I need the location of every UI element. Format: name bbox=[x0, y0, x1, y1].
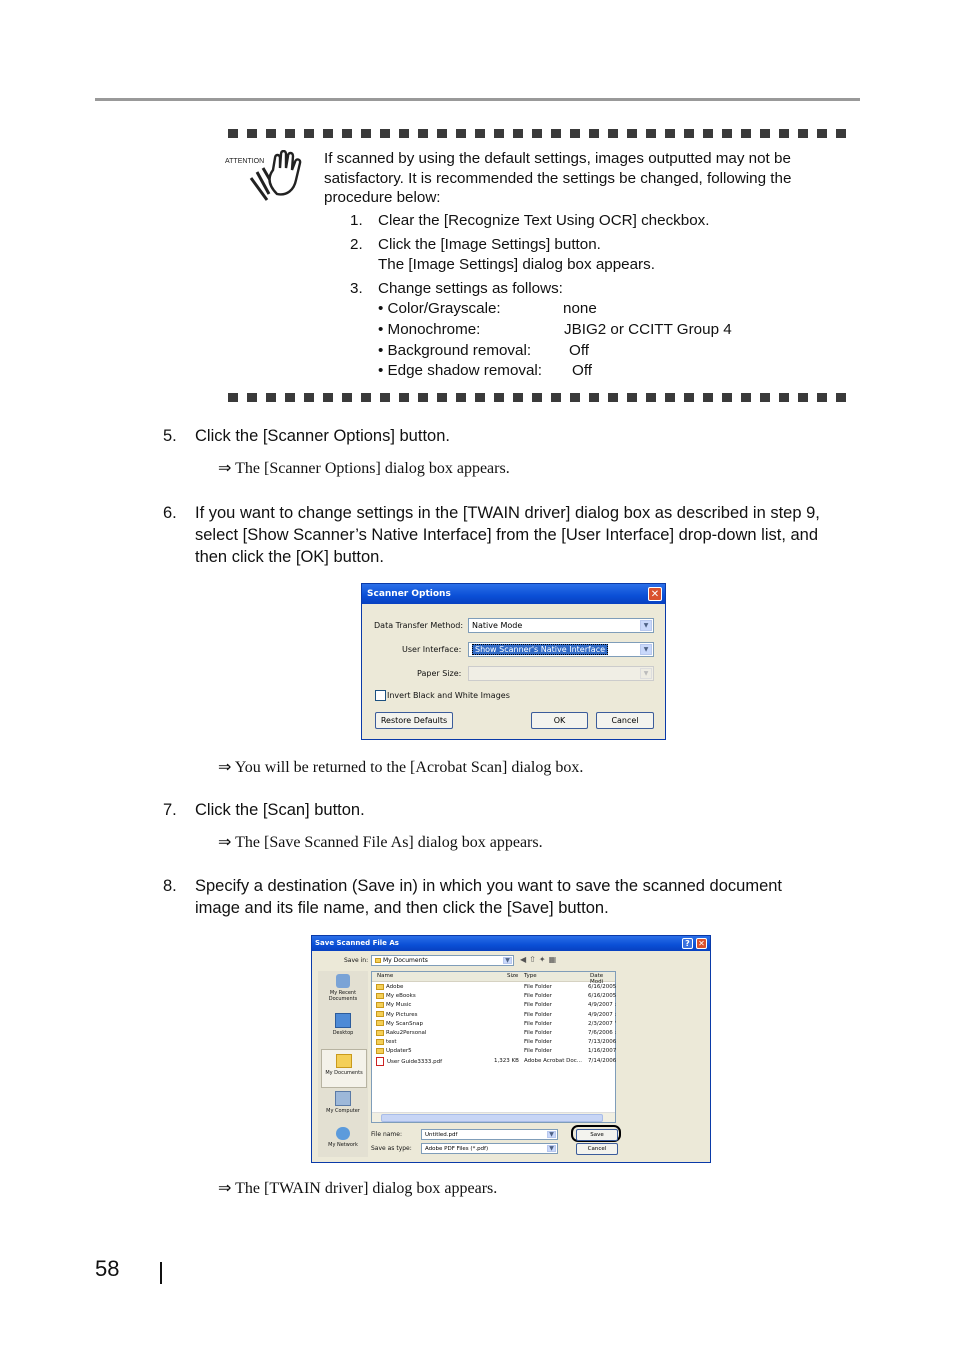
hand-icon bbox=[247, 150, 303, 202]
folder-icon bbox=[376, 984, 384, 990]
border-dash bbox=[228, 129, 238, 138]
scrollbar-thumb[interactable] bbox=[381, 1114, 603, 1122]
place-desktop-label: Desktop bbox=[332, 1030, 354, 1036]
file-row-type: File Folder bbox=[524, 993, 552, 1000]
border-dash bbox=[380, 393, 390, 402]
file-name-input[interactable] bbox=[421, 1129, 558, 1140]
border-dash bbox=[608, 393, 618, 402]
attention-step-2-text: Click the [Image Settings] button. bbox=[378, 236, 601, 253]
step-8-line-2: image and its file name, and then click the [Save] button. bbox=[195, 899, 609, 917]
save-in-value: My Documents bbox=[383, 957, 428, 964]
step-8-result: ⇒ The [TWAIN driver] dialog box appears. bbox=[218, 1180, 498, 1197]
border-dash bbox=[456, 129, 466, 138]
file-row-name[interactable]: Adobe bbox=[376, 983, 403, 992]
restore-defaults-button[interactable]: Restore Defaults bbox=[375, 712, 453, 729]
data-transfer-select[interactable] bbox=[468, 618, 654, 633]
border-dash bbox=[323, 393, 333, 402]
step-5-text: Click the [Scanner Options] button. bbox=[195, 427, 450, 445]
border-dash bbox=[475, 129, 485, 138]
save-type-label: Save as type: bbox=[371, 1145, 412, 1152]
place-my-computer-label: My Computer bbox=[326, 1108, 360, 1114]
file-row-type: File Folder bbox=[524, 1048, 552, 1055]
toolbar-icons bbox=[520, 955, 580, 966]
views-icon[interactable]: ▦ bbox=[548, 955, 560, 964]
file-row-date: 4/9/2007 : bbox=[588, 1011, 617, 1018]
border-dash bbox=[684, 129, 694, 138]
close-icon[interactable]: ✕ bbox=[648, 587, 662, 601]
file-row-date: 1/16/2007 bbox=[588, 1048, 617, 1055]
chevron-down-icon: ▼ bbox=[547, 1145, 556, 1152]
border-dash bbox=[722, 129, 732, 138]
paper-size-label: Paper Size: bbox=[417, 669, 462, 678]
border-dash bbox=[266, 393, 276, 402]
step-5-result: ⇒ The [Scanner Options] dialog box appears. bbox=[218, 460, 510, 477]
border-dash bbox=[551, 129, 561, 138]
border-dash bbox=[684, 393, 694, 402]
chevron-down-icon: ▼ bbox=[640, 620, 652, 631]
folder-icon bbox=[376, 1048, 384, 1054]
file-row-date: 7/14/2006 bbox=[588, 1057, 617, 1064]
border-dash bbox=[399, 393, 409, 402]
border-dash bbox=[741, 393, 751, 402]
border-dash bbox=[703, 393, 713, 402]
setting-label: • Color/Grayscale: bbox=[378, 300, 501, 317]
border-dash bbox=[399, 129, 409, 138]
attention-step-2-sub: The [Image Settings] dialog box appears. bbox=[378, 256, 655, 273]
border-dash bbox=[836, 129, 846, 138]
place-desktop[interactable] bbox=[318, 1013, 368, 1036]
step-6-line-3: then click the [OK] button. bbox=[195, 548, 384, 566]
file-row-name[interactable]: My eBooks bbox=[376, 992, 416, 1001]
border-dash bbox=[247, 129, 257, 138]
horizontal-scrollbar[interactable] bbox=[372, 1112, 615, 1122]
file-name-label: File name: bbox=[371, 1131, 402, 1138]
setting-value: JBIG2 or CCITT Group 4 bbox=[564, 321, 732, 338]
file-row-date: 4/9/2007 : bbox=[588, 1002, 617, 1009]
border-dash bbox=[418, 129, 428, 138]
chevron-down-icon: ▼ bbox=[503, 957, 512, 964]
attention-bottom-border bbox=[228, 393, 850, 402]
places-bar bbox=[318, 971, 368, 1157]
scanner-options-titlebar bbox=[362, 584, 665, 604]
file-row-type: File Folder bbox=[524, 1011, 552, 1018]
my-network-icon bbox=[336, 1127, 350, 1140]
back-icon[interactable]: ◀ bbox=[520, 955, 530, 964]
folder-icon bbox=[376, 1030, 384, 1036]
place-my-network-label: My Network bbox=[328, 1142, 358, 1148]
chevron-down-icon: ▼ bbox=[547, 1131, 556, 1138]
border-dash bbox=[437, 129, 447, 138]
attention-icon bbox=[225, 150, 305, 205]
border-dash bbox=[817, 393, 827, 402]
attention-step-3-num: 3. bbox=[350, 280, 363, 297]
border-dash bbox=[437, 393, 447, 402]
border-dash bbox=[285, 129, 295, 138]
border-dash bbox=[665, 129, 675, 138]
file-row-name[interactable]: My Music bbox=[376, 1001, 411, 1010]
save-in-select[interactable] bbox=[371, 955, 514, 966]
border-dash bbox=[456, 393, 466, 402]
file-row-date: 2/3/2007 ' bbox=[588, 1020, 616, 1027]
file-row-size: 1,323 KB bbox=[494, 1057, 519, 1064]
file-row-name[interactable]: test bbox=[376, 1038, 397, 1047]
chevron-down-icon: ▼ bbox=[640, 668, 652, 679]
border-dash bbox=[589, 393, 599, 402]
save-dialog bbox=[311, 935, 711, 1163]
border-dash bbox=[570, 129, 580, 138]
border-dash bbox=[836, 393, 846, 402]
user-interface-select[interactable] bbox=[468, 642, 654, 657]
step-7-text: Click the [Scan] button. bbox=[195, 801, 365, 819]
file-row-date: 7/13/2006 bbox=[588, 1039, 617, 1046]
border-dash bbox=[247, 393, 257, 402]
cancel-button[interactable]: Cancel bbox=[576, 1143, 618, 1155]
step-7-number: 7. bbox=[163, 801, 177, 819]
border-dash bbox=[703, 129, 713, 138]
save-dialog-titlebar bbox=[312, 936, 710, 951]
border-dash bbox=[722, 393, 732, 402]
save-in-label: Save in: bbox=[344, 957, 369, 964]
place-my-network[interactable] bbox=[318, 1127, 368, 1148]
new-folder-icon[interactable]: ✦ bbox=[538, 955, 549, 964]
file-name-value: Untitled.pdf bbox=[425, 1131, 458, 1138]
file-row-type: File Folder bbox=[524, 1030, 552, 1036]
save-button[interactable]: Save bbox=[576, 1129, 618, 1141]
column-name[interactable]: Name bbox=[377, 973, 394, 979]
border-dash bbox=[779, 393, 789, 402]
data-transfer-value: Native Mode bbox=[472, 621, 523, 630]
border-dash bbox=[551, 393, 561, 402]
attention-icon-label: ATTENTION bbox=[225, 158, 265, 165]
file-row-date: 7/6/2006 : bbox=[588, 1030, 617, 1036]
step-5-number: 5. bbox=[163, 427, 177, 445]
save-type-value: Adobe PDF Files (*.pdf) bbox=[425, 1145, 489, 1152]
file-row-type: File Folder bbox=[524, 1039, 552, 1046]
border-dash bbox=[646, 129, 656, 138]
border-dash bbox=[760, 129, 770, 138]
step-6-line-2: select [Show Scanner’s Native Interface] from the [User Interface] drop-down list, and bbox=[195, 526, 819, 544]
ok-button[interactable]: OK bbox=[531, 712, 588, 729]
border-dash bbox=[342, 129, 352, 138]
file-row-type: Adobe Acrobat Doc... bbox=[524, 1057, 582, 1064]
folder-icon bbox=[376, 993, 384, 999]
step-6-result: ⇒ You will be returned to the [Acrobat Scan] dialog box. bbox=[218, 759, 584, 776]
close-icon[interactable]: ✕ bbox=[696, 938, 707, 949]
setting-label: • Edge shadow removal: bbox=[378, 362, 543, 379]
help-icon[interactable]: ? bbox=[682, 938, 693, 949]
file-row-name[interactable]: My Pictures bbox=[376, 1011, 418, 1020]
invert-checkbox[interactable] bbox=[375, 690, 386, 701]
setting-label: • Background removal: bbox=[378, 342, 532, 359]
border-dash bbox=[475, 393, 485, 402]
file-list bbox=[371, 971, 616, 1123]
border-dash bbox=[361, 393, 371, 402]
folder-icon bbox=[376, 1002, 384, 1008]
border-dash bbox=[304, 393, 314, 402]
folder-icon bbox=[376, 1039, 384, 1045]
save-dialog-title: Save Scanned File As bbox=[315, 939, 399, 947]
border-dash bbox=[798, 129, 808, 138]
border-dash bbox=[494, 393, 504, 402]
save-type-select[interactable] bbox=[421, 1143, 558, 1154]
place-recent-label: My Recent Documents bbox=[328, 990, 358, 1002]
border-dash bbox=[285, 393, 295, 402]
header-rule bbox=[95, 98, 860, 101]
file-row-name[interactable]: Updater5 bbox=[376, 1047, 412, 1056]
setting-label: • Monochrome: bbox=[378, 321, 481, 338]
border-dash bbox=[513, 393, 523, 402]
file-row-name[interactable]: My ScanSnap bbox=[376, 1020, 423, 1029]
page-number: 58 bbox=[95, 1256, 120, 1281]
attention-step-1-text: Clear the [Recognize Text Using OCR] checkbox. bbox=[378, 212, 710, 229]
column-size[interactable]: Size bbox=[507, 973, 519, 979]
user-interface-label: User Interface: bbox=[402, 645, 462, 654]
place-my-documents[interactable] bbox=[321, 1049, 367, 1088]
border-dash bbox=[646, 393, 656, 402]
folder-icon bbox=[376, 1020, 384, 1026]
pdf-icon bbox=[376, 1057, 384, 1066]
file-row-type: File Folder bbox=[524, 984, 552, 990]
border-dash bbox=[570, 393, 580, 402]
place-recent[interactable] bbox=[318, 974, 368, 1002]
border-dash bbox=[342, 393, 352, 402]
step-6-line-1: If you want to change settings in the [TWAIN driver] dialog box as described in step 9, bbox=[195, 504, 820, 522]
setting-value: Off bbox=[572, 362, 592, 379]
border-dash bbox=[532, 129, 542, 138]
border-dash bbox=[817, 129, 827, 138]
attention-step-1-num: 1. bbox=[350, 212, 363, 229]
cancel-button[interactable]: Cancel bbox=[596, 712, 654, 729]
border-dash bbox=[798, 393, 808, 402]
border-dash bbox=[627, 393, 637, 402]
column-date[interactable]: Date Modi bbox=[590, 973, 604, 985]
invert-label: Invert Black and White Images bbox=[387, 691, 510, 700]
setting-value: Off bbox=[569, 342, 589, 359]
folder-icon bbox=[375, 958, 381, 963]
border-dash bbox=[513, 129, 523, 138]
file-row-name[interactable]: User Guide3333.pdf bbox=[376, 1057, 442, 1067]
attention-step-2-num: 2. bbox=[350, 236, 363, 253]
step-7-result: ⇒ The [Save Scanned File As] dialog box appears. bbox=[218, 834, 543, 851]
folder-icon bbox=[376, 1011, 384, 1017]
border-dash bbox=[304, 129, 314, 138]
file-row-type: File Folder bbox=[524, 1020, 552, 1027]
border-dash bbox=[494, 129, 504, 138]
border-dash bbox=[627, 129, 637, 138]
border-dash bbox=[665, 393, 675, 402]
file-row-date: 6/16/2005 bbox=[588, 984, 617, 990]
step-8-number: 8. bbox=[163, 877, 177, 895]
recent-documents-icon bbox=[336, 974, 350, 988]
setting-value: none bbox=[563, 300, 597, 317]
up-folder-icon[interactable]: ⇧ bbox=[529, 955, 539, 964]
paper-size-select[interactable] bbox=[468, 666, 654, 681]
footer-rule bbox=[160, 1262, 162, 1284]
chevron-down-icon: ▼ bbox=[640, 644, 652, 655]
attention-intro: If scanned by using the default settings, images outputted may not be satisfactory. It is recommended the settings be changed, following the procedure below: bbox=[324, 150, 792, 206]
scanner-options-title: Scanner Options bbox=[367, 589, 451, 599]
border-dash bbox=[741, 129, 751, 138]
file-row-date: 6/16/2005 bbox=[588, 993, 617, 1000]
border-dash bbox=[608, 129, 618, 138]
attention-top-border bbox=[228, 129, 850, 138]
border-dash bbox=[779, 129, 789, 138]
file-row-name[interactable]: Raku2Personal bbox=[376, 1029, 426, 1038]
user-interface-value: Show Scanner's Native Interface bbox=[472, 644, 608, 655]
step-8-line-1: Specify a destination (Save in) in which you want to save the scanned document bbox=[195, 877, 783, 895]
attention-step-3-text: Change settings as follows: bbox=[378, 280, 563, 297]
step-6-number: 6. bbox=[163, 504, 177, 522]
border-dash bbox=[760, 393, 770, 402]
place-my-computer[interactable] bbox=[318, 1091, 368, 1114]
scanner-options-dialog bbox=[361, 583, 666, 740]
border-dash bbox=[228, 393, 238, 402]
border-dash bbox=[589, 129, 599, 138]
border-dash bbox=[418, 393, 428, 402]
desktop-icon bbox=[335, 1013, 351, 1028]
data-transfer-label: Data Transfer Method: bbox=[374, 621, 464, 630]
file-row-type: File Folder bbox=[524, 1002, 552, 1009]
border-dash bbox=[323, 129, 333, 138]
border-dash bbox=[532, 393, 542, 402]
my-computer-icon bbox=[335, 1091, 351, 1106]
column-type[interactable]: Type bbox=[524, 973, 537, 979]
my-documents-icon bbox=[336, 1054, 352, 1068]
file-list-header bbox=[372, 972, 615, 985]
border-dash bbox=[266, 129, 276, 138]
place-my-documents-label: My Documents bbox=[325, 1070, 363, 1076]
border-dash bbox=[380, 129, 390, 138]
border-dash bbox=[361, 129, 371, 138]
